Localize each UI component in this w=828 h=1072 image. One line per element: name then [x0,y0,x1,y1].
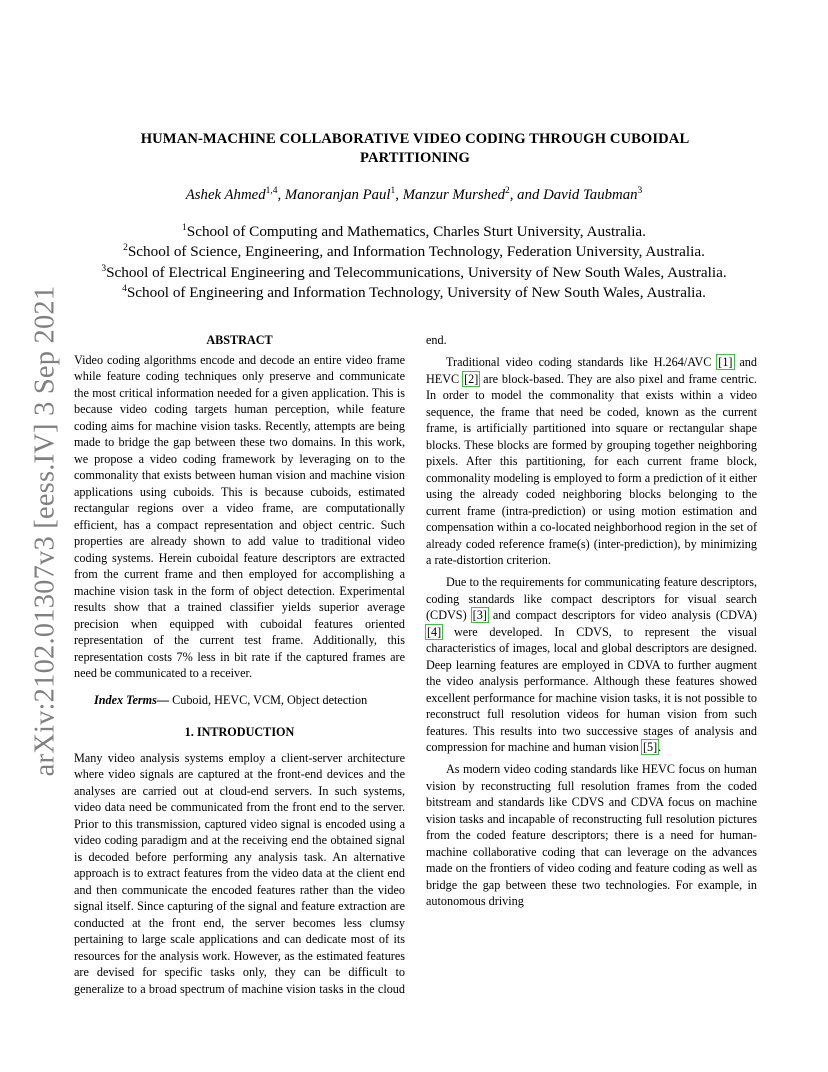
author-separator: , [395,187,403,203]
author-separator: , and [509,187,544,203]
paper-title [100,130,730,168]
affiliation-text: School of Electrical Engineering and Telecommunications, University of New South Wales, Australia. [106,263,727,281]
affiliation-line [60,283,768,303]
citation-link[interactable]: [4] [427,624,442,639]
abstract-heading: ABSTRACT [206,333,273,347]
paragraph-text: Traditional video coding standards like H.264/AVC [446,355,718,369]
citation-link[interactable]: [1] [718,355,733,369]
author-affiliation-mark: 1 [390,186,396,196]
affiliation-mark: 2 [123,243,128,254]
affiliation-mark: 3 [101,263,107,274]
affiliation-text: School of Computing and Mathematics, Charles Sturt University, Australia. [186,223,646,240]
left-column [74,332,405,997]
title-line-1: HUMAN-MACHINE COLLABORATIVE VIDEO CODING THROUGH CUBOIDAL [140,131,690,147]
introduction-paragraph-2 [426,354,757,569]
author-separator: , [277,187,285,203]
author-name: David Taubman [543,187,638,203]
citation-link[interactable]: [3] [472,608,487,622]
index-terms [74,692,405,709]
column-spacer: end. [426,333,447,347]
affiliation-line [60,242,768,262]
arxiv-identifier[interactable]: arXiv:2102.01307v3 [eess.IV] 3 Sep 2021 [29,285,60,777]
paragraph-text: and HEVC [426,355,757,386]
citation-link[interactable]: [5] [642,740,658,754]
affiliation-list [60,222,768,303]
title-line-2: PARTITIONING [360,150,470,166]
paragraph-text: and compact descriptors for video analysis (CDVA) [487,608,757,622]
author-name: Manzur Murshed [402,187,506,203]
introduction-paragraph-4: As modern video coding standards like HEVC focus on human vision by reconstructing full resolution frames from the coded bitstream and standards like CDVS and CDVA focus on machine vision tasks and incapable of reconstructing full resolution pictures from the coded feature descriptors; there is a need for human-machine collaborative coding that can leverage on the advances made on the frontiers of video coding and feature coding as well as bridge the gap between these two technologies. For example, in autonomous driving [426,762,757,908]
index-terms-label: Index Terms— [94,692,170,707]
right-column [426,332,757,910]
introduction-heading: 1. INTRODUCTION [184,725,295,739]
citation-link[interactable]: [2] [464,371,479,386]
paragraph-text: are block-based. They are also pixel and frame centric. In order to model the commonality that exists within a video sequence, the frame that need be coded, known as the current frame, is artificially partitioned into square or rectangular shape blocks. These blocks are formed by grouping together neighboring pixels. After this partitioning, for each current frame block, commonality modeling is employed to form a prediction of it either using the already coded neighboring blocks belonging to the current frame (intra-prediction) or using motion estimation and compensation within a co-located neighborhood region in the set of already coded reference frame(s) (inter-prediction), by minimizing a rate-distortion criterion. [426,371,757,567]
introduction-paragraph-1: Many video analysis systems employ a client-server architecture where video signals are captured at the front-end devices and the analyses are carried out at cloud-end servers. In such systems, video data need be communicated from the front end to the server. Prior to this transmission, captured video signal is encoded using a video coding paradigm and at the receiving end the obtained signal is decoded before performing any analysis task. An alternative approach is to extract features from the video data at the client end and then communicate the encoded features rather than the video signal itself. Since capturing of the signal and feature extraction are conducted at the front end, the server becomes less clumsy pertaining to large scale applications and can dedicate most of its resources for the analysis work. However, as the estimated features are devised for specific tasks only, they can be difficult to generalize to a broad spectrum of machine vision tasks in the cloud [74,750,405,996]
abstract-text: Video coding algorithms encode and decode an entire video frame while feature coding techniques only preserve and communicate the most critical information needed for a given application. This is because video coding targets human perception, while feature coding aims for machine vision tasks. Recently, attempts are being made to bridge the gap between these two domains. In this work, we propose a video coding framework by leveraging on to the commonality that exists between human vision and machine vision applications using cuboids. This is because cuboids, estimated rectangular regions over a video frame, are computationally efficient, has a compact representation and object centric. Such properties are already shown to add value to traditional video coding systems. Herein cuboidal feature descriptors are extracted from the current frame and then employed for accomplishing a machine vision task in the form of object detection. Experimental results show that a trained classifier yields superior average precision when equipped with cuboidal features oriented representation of the current test frame. Additionally, this representation costs 7% less in bit rate if the captured frames are need be communicated to a receiver. [74,352,405,680]
paragraph-text: were developed. In CDVS, to represent the visual characteristics of images, local and global descriptors are designed. Deep learning features are employed in CDVA to further augment the video analysis performance. Although these features showed excellent performance for machine vision tasks, it is not possible to reconstruct full resolution videos for human vision from such features. This results into two successive stages of analysis and compression for machine and human vision [426,624,757,754]
author-name: Manoranjan Paul [284,187,391,203]
author-name: Ashek Ahmed [185,187,266,203]
paragraph-text: . [658,740,662,754]
introduction-paragraph-3 [426,574,757,756]
author-affiliation-mark: 1,4 [265,186,278,196]
affiliation-mark: 4 [122,283,127,294]
paragraph-text: Due to the requirements for communicating feature descriptors, coding standards like compact descriptors for visual search (CDVS) [426,575,757,622]
index-terms-text: Cuboid, HEVC, VCM, Object detection [172,692,368,707]
affiliation-text: School of Engineering and Information Technology, University of New South Wales, Australia. [126,283,706,301]
affiliation-line [60,222,768,242]
affiliation-text: School of Science, Engineering, and Information Technology, Federation University, Australia. [127,243,705,261]
affiliation-line [60,263,768,283]
affiliation-mark: 1 [182,223,187,233]
arxiv-identifier-margin [17,285,73,777]
author-affiliation-mark: 2 [505,186,510,196]
author-affiliation-mark: 3 [637,186,643,196]
author-list [80,185,748,205]
